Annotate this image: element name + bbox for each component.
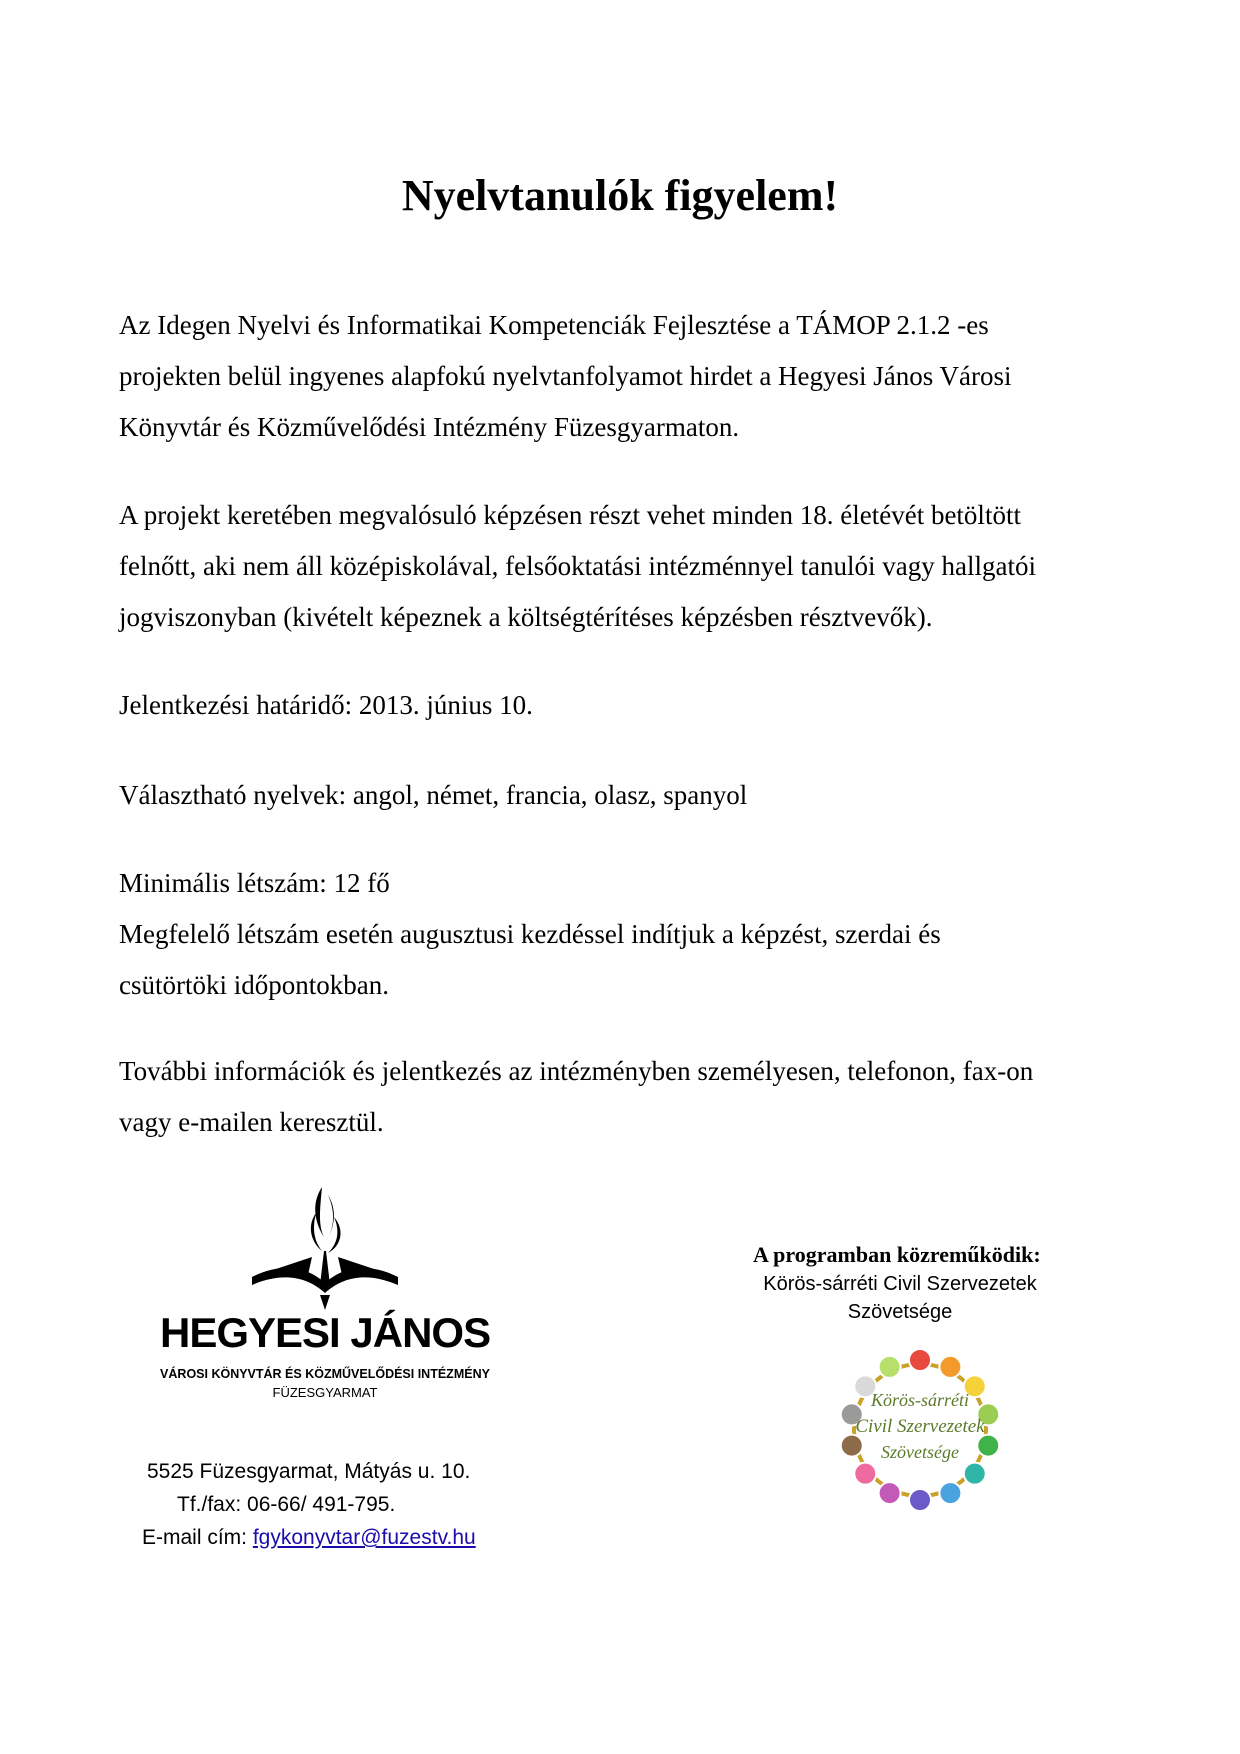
eligibility-paragraph <box>119 490 1129 643</box>
seal-dot <box>879 1356 901 1378</box>
email-link[interactable]: fgykonyvtar@fuzestv.hu <box>252 1526 476 1549</box>
languages-text: Választható nyelvek: angol, német, francia, olasz, spanyol <box>119 780 748 810</box>
schedule-line: Megfelelő létszám esetén augusztusi kezdéssel indítjuk a képzést, szerdai és <box>119 919 941 949</box>
intro-paragraph <box>119 300 1129 453</box>
partner-name-line1: Körös-sárréti Civil Szervezetek <box>763 1273 1037 1295</box>
eligibility-line: A projekt keretében megvalósuló képzésen részt vehet minden 18. életévét betöltött <box>119 500 1021 530</box>
eligibility-line: jogviszonyban (kivételt képeznek a költségtérítéses képzésben résztvevők). <box>119 602 933 632</box>
seal-dot <box>964 1463 986 1485</box>
schedule-paragraph <box>119 858 1129 1011</box>
info-paragraph <box>119 1046 1129 1148</box>
book-flame-icon <box>250 1185 400 1310</box>
intro-line: Könyvtár és Közművelődési Intézmény Füzesgyarmaton. <box>119 412 740 442</box>
seal-text-line2: Civil Szervezetek <box>855 1416 985 1437</box>
eligibility-line: felnőtt, aki nem áll középiskolával, felsőoktatási intézménnyel tanulói vagy hallgatói <box>119 551 1036 581</box>
deadline-text: Jelentkezési határidő: 2013. június 10. <box>119 690 533 720</box>
library-name: HEGYESI JÁNOS <box>160 1309 491 1356</box>
email-line <box>120 1521 560 1554</box>
library-subtitle: VÁROSI KÖNYVTÁR ÉS KÖZMŰVELŐDÉSI INTÉZMÉNY <box>160 1367 490 1381</box>
schedule-line: csütörtöki időpontokban. <box>119 970 389 1000</box>
partner-heading: A programban közreműködik: <box>753 1242 1041 1267</box>
seal-dot <box>879 1482 901 1504</box>
info-line: vagy e-mailen keresztül. <box>119 1107 384 1137</box>
seal-dot <box>939 1482 961 1504</box>
contact-block <box>120 1455 560 1554</box>
library-logo <box>160 1185 490 1415</box>
address-text: 5525 Füzesgyarmat, Mátyás u. 10. <box>147 1460 471 1483</box>
seal-dot <box>909 1489 931 1511</box>
partner-block <box>735 1240 1135 1326</box>
intro-line: Az Idegen Nyelvi és Informatikai Kompetenciák Fejlesztése a TÁMOP 2.1.2 -es <box>119 310 989 340</box>
info-line: További információk és jelentkezés az intézményben személyesen, telefonon, fax-on <box>119 1056 1034 1086</box>
seal-dot <box>854 1463 876 1485</box>
intro-line: projekten belül ingyenes alapfokú nyelvtanfolyamot hirdet a Hegyesi János Városi <box>119 361 1012 391</box>
partner-seal-logo <box>830 1340 1010 1520</box>
schedule-line: Minimális létszám: 12 fő <box>119 868 390 898</box>
page-title: Nyelvtanulók figyelem! <box>401 171 839 220</box>
phone-text: Tf./fax: 06-66/ 491-795. <box>177 1493 396 1516</box>
library-city: FÜZESGYARMAT <box>272 1385 378 1400</box>
seal-text-line1: Körös-sárréti <box>870 1390 969 1410</box>
seal-text-line3: Szövetsége <box>881 1442 959 1462</box>
seal-dot <box>909 1349 931 1371</box>
email-label: E-mail cím: <box>142 1526 253 1549</box>
seal-dot <box>939 1356 961 1378</box>
partner-name-line2: Szövetsége <box>847 1301 953 1323</box>
